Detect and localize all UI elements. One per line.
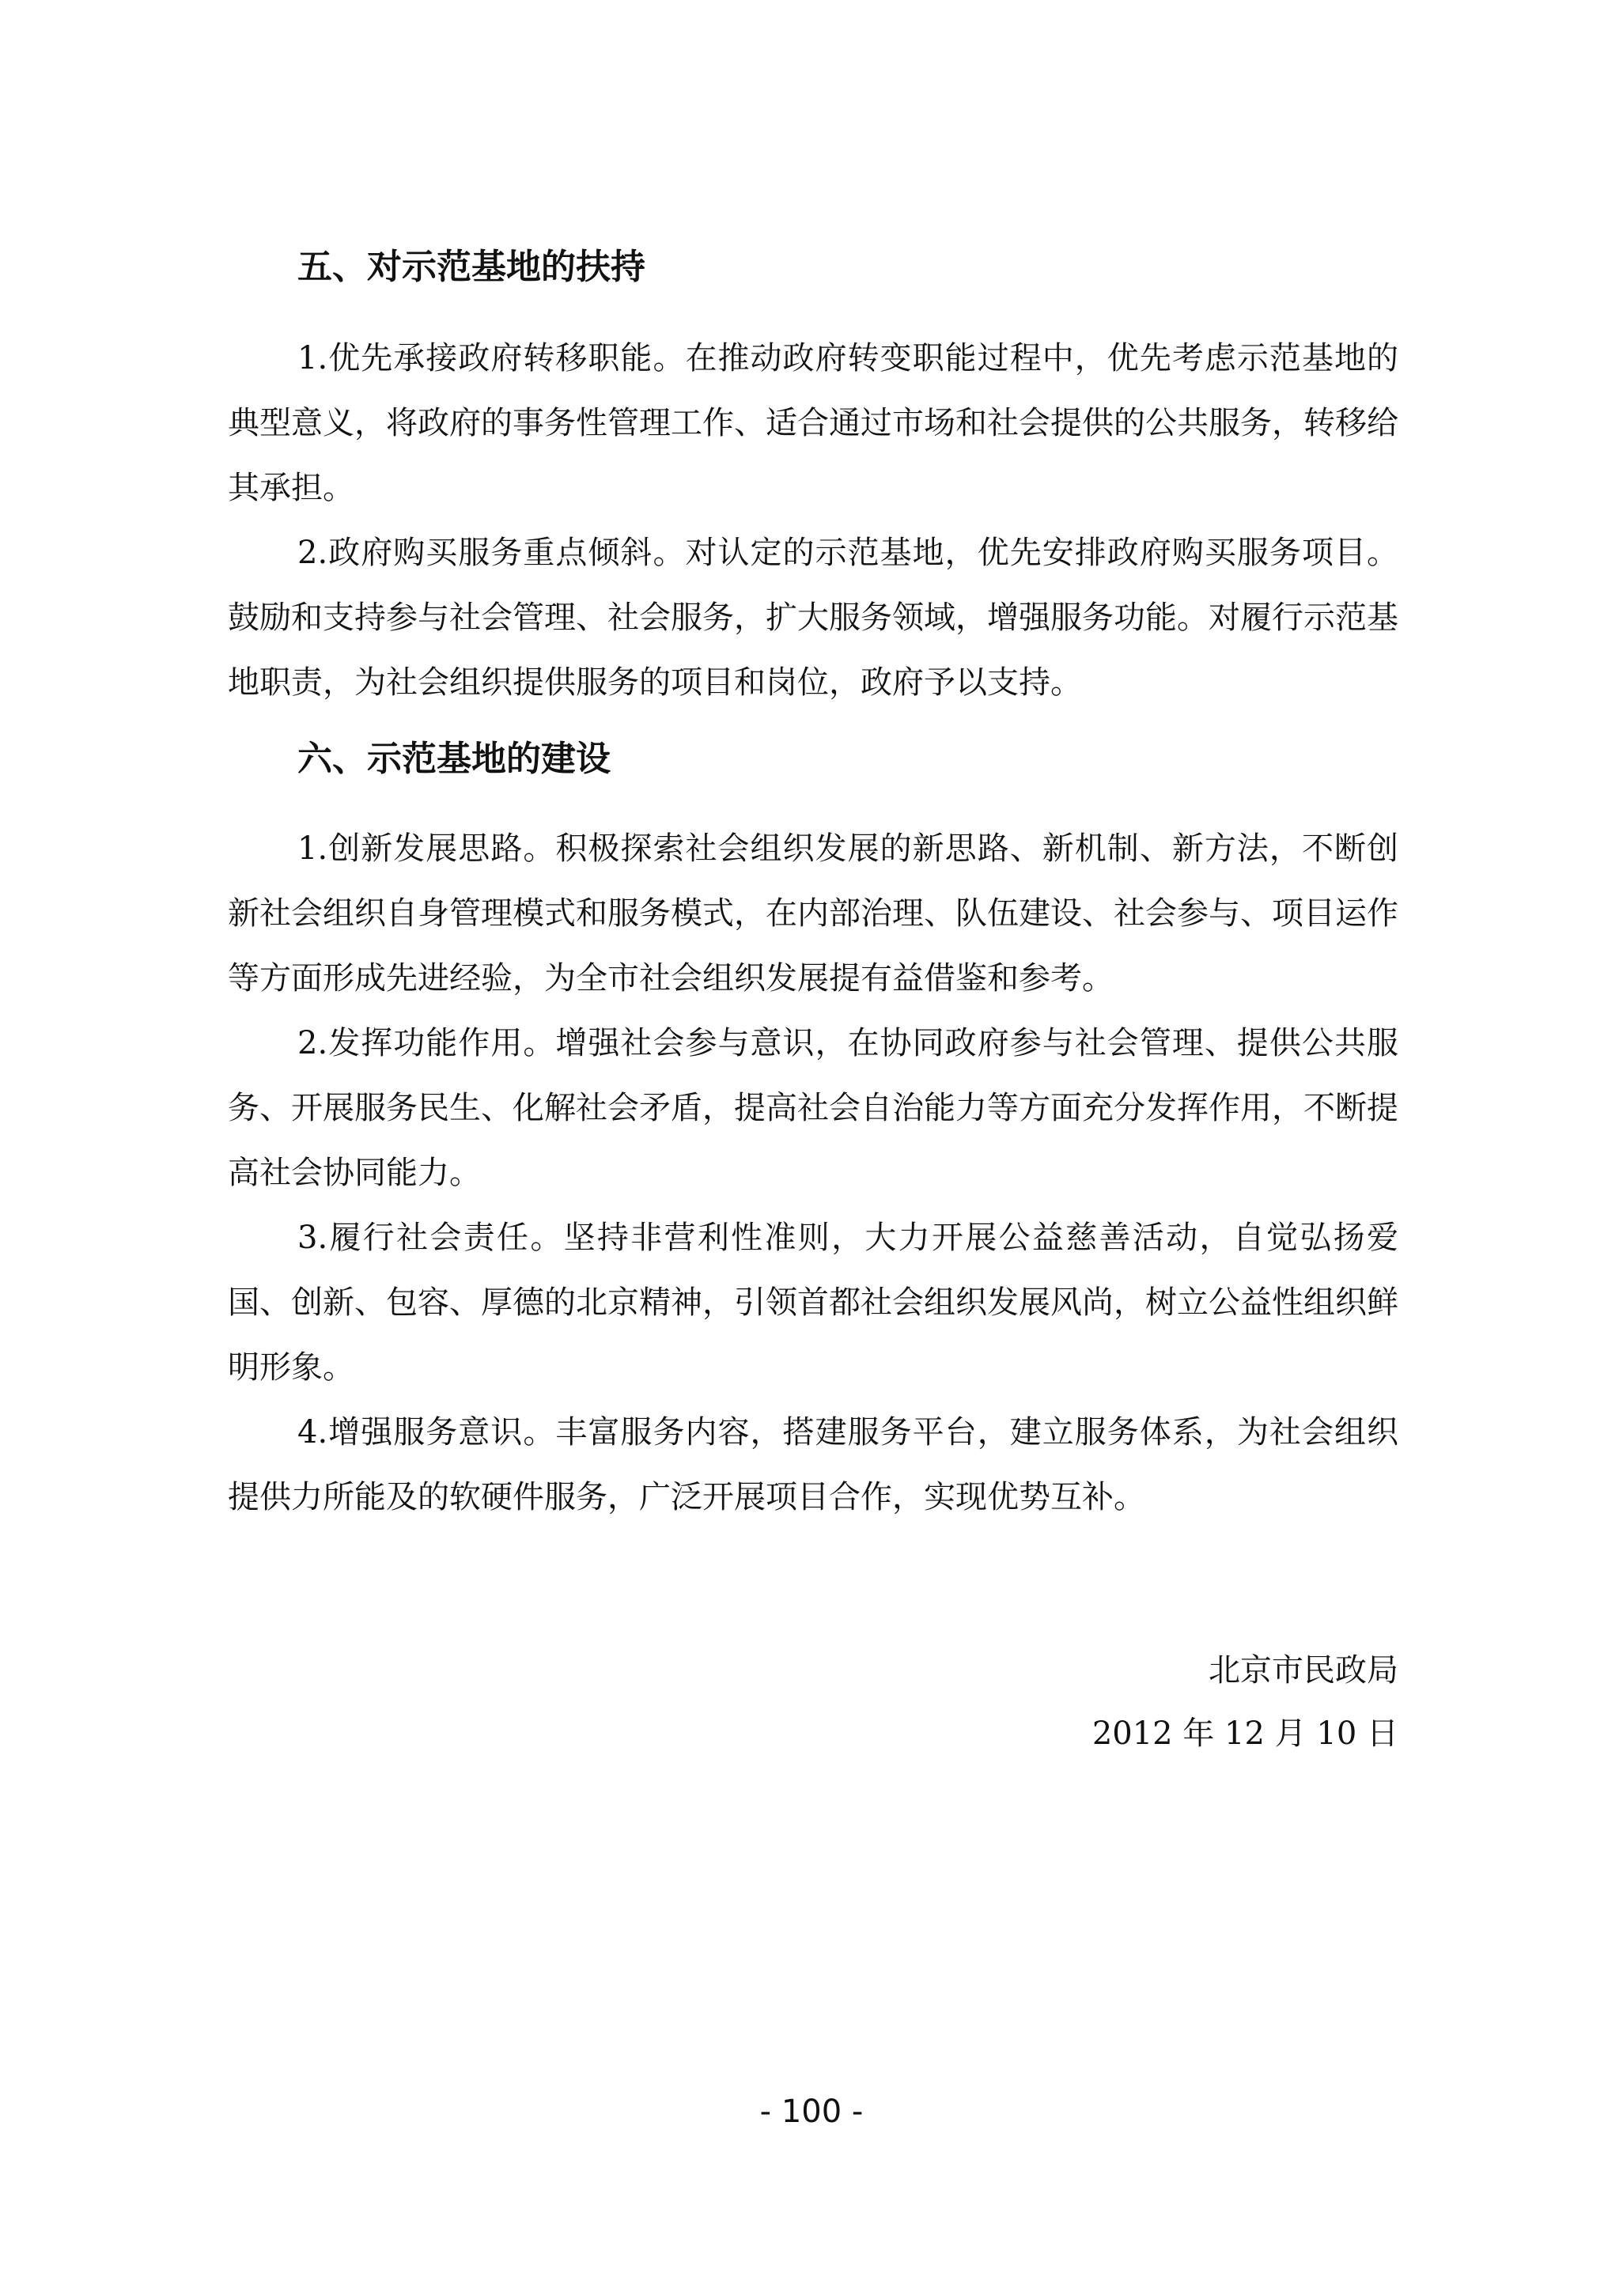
section-6-paragraph-4: 4.增强服务意识。丰富服务内容，搭建服务平台，建立服务体系，为社会组织提供力所能及的软硬件服务，广泛开展项目合作，实现优势互补。 bbox=[228, 1414, 1398, 1515]
section-6-paragraph-1: 1.创新发展思路。积极探索社会组织发展的新思路、新机制、新方法，不断创新社会组织自身管理模式和服务模式，在内部治理、队伍建设、社会参与、项目运作等方面形成先进经验，为全市社会组织发展提有益借鉴和参考。 bbox=[228, 830, 1398, 997]
section-6-paragraph-3: 3.履行社会责任。坚持非营利性准则，大力开展公益慈善活动，自觉弘扬爱国、创新、包容、厚德的北京精神，引领首都社会组织发展风尚，树立公益性组织鲜明形象。 bbox=[228, 1220, 1398, 1386]
section-5-heading: 五、对示范基地的扶持 bbox=[297, 247, 645, 287]
issue-date: 2012 年 12 月 10 日 bbox=[1091, 1715, 1398, 1752]
section-5-paragraph-2: 2.政府购买服务重点倾斜。对认定的示范基地，优先安排政府购买服务项目。鼓励和支持参与社会管理、社会服务，扩大服务领域，增强服务功能。对履行示范基地职责，为社会组织提供服务的项目和岗位，政府予以支持。 bbox=[228, 535, 1398, 701]
page-number: - 100 - bbox=[759, 2094, 864, 2130]
section-6-body bbox=[228, 816, 1398, 1530]
section-5-body bbox=[228, 326, 1398, 715]
section-6-paragraph-2: 2.发挥功能作用。增强社会参与意识，在协同政府参与社会管理、提供公共服务、开展服务民生、化解社会矛盾，提高社会自治能力等方面充分发挥作用，不断提高社会协同能力。 bbox=[228, 1025, 1398, 1191]
section-6-heading: 六、示范基地的建设 bbox=[297, 739, 611, 779]
issuer-signature: 北京市民政局 bbox=[1209, 1652, 1398, 1689]
section-5-paragraph-1: 1.优先承接政府转移职能。在推动政府转变职能过程中，优先考虑示范基地的典型意义，将政府的事务性管理工作、适合通过市场和社会提供的公共服务，转移给其承担。 bbox=[228, 340, 1398, 506]
